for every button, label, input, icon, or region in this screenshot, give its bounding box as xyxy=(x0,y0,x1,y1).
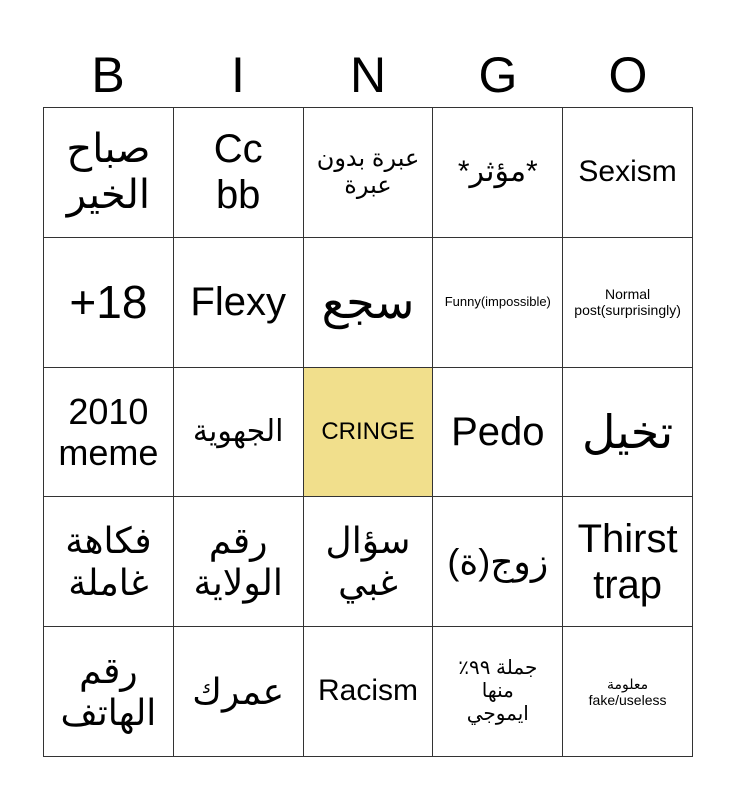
cell-text: Pedo xyxy=(451,409,545,454)
header-letter-i: I xyxy=(231,47,245,103)
bingo-cell-r1-c3[interactable] xyxy=(433,238,563,368)
header-letter-b: B xyxy=(91,47,125,103)
cell-text: جملة ٩٩٪ منها ايموجي xyxy=(458,657,538,726)
bingo-cell-r3-c4[interactable] xyxy=(563,497,693,627)
bingo-board xyxy=(43,107,693,757)
cell-text: Funny(impossible) xyxy=(444,293,551,309)
bingo-cell-r2-c1[interactable] xyxy=(174,368,304,498)
cell-text: CRINGE xyxy=(321,418,415,446)
bingo-cell-r3-c1[interactable] xyxy=(174,497,304,627)
header-letter-o: O xyxy=(608,47,648,103)
cell-text: Flexy xyxy=(190,280,286,325)
cell-text: رقم الولاية xyxy=(193,520,283,603)
bingo-cell-r4-c0[interactable] xyxy=(44,627,174,757)
bingo-cell-r3-c2[interactable] xyxy=(304,497,434,627)
cell-text: زوج(ة) xyxy=(447,541,549,583)
bingo-cell-r0-c4[interactable] xyxy=(563,108,693,238)
cell-text: Racism xyxy=(317,674,418,708)
cell-text: صباح الخير xyxy=(66,127,151,218)
bingo-cell-r2-c3[interactable] xyxy=(433,368,563,498)
bingo-cell-r0-c2[interactable] xyxy=(304,108,434,238)
cell-text: +18 xyxy=(69,275,148,328)
bingo-cell-r0-c3[interactable] xyxy=(433,108,563,238)
cell-text: Sexism xyxy=(578,155,677,189)
cell-text: *مؤثر* xyxy=(457,155,538,189)
bingo-cell-r2-c0[interactable] xyxy=(44,368,174,498)
bingo-cell-r1-c0[interactable] xyxy=(44,238,174,368)
header-letter-n: N xyxy=(349,47,387,103)
bingo-cell-r1-c1[interactable] xyxy=(174,238,304,368)
bingo-cell-r0-c0[interactable] xyxy=(44,108,174,238)
bingo-header xyxy=(43,42,693,108)
bingo-cell-r2-c4[interactable] xyxy=(563,368,693,498)
bingo-cell-r4-c2[interactable] xyxy=(304,627,434,757)
bingo-cell-r4-c3[interactable] xyxy=(433,627,563,757)
cell-text: Thirst trap xyxy=(577,516,678,607)
bingo-cell-r3-c0[interactable] xyxy=(44,497,174,627)
cell-text: رقم الهاتف xyxy=(60,650,157,733)
bingo-cell-r1-c2[interactable] xyxy=(304,238,434,368)
cell-text: سؤال غبي xyxy=(325,520,411,603)
cell-text: 2010 meme xyxy=(58,390,159,473)
cell-text: معلومة fake/useless xyxy=(588,675,667,708)
bingo-free-cell[interactable] xyxy=(304,368,434,498)
bingo-cell-r1-c4[interactable] xyxy=(563,238,693,368)
cell-text: عمرك xyxy=(192,670,285,712)
cell-text: Normal post(surprisingly) xyxy=(574,286,681,319)
cell-text: عبرة بدون عبرة xyxy=(316,144,420,200)
cell-text: الجهوية xyxy=(192,414,284,448)
cell-text: فكاهة غاملة xyxy=(65,520,152,603)
bingo-cell-r4-c1[interactable] xyxy=(174,627,304,757)
cell-text: تخيل xyxy=(581,405,674,458)
bingo-cell-r4-c4[interactable] xyxy=(563,627,693,757)
bingo-cell-r3-c3[interactable] xyxy=(433,497,563,627)
header-letter-g: G xyxy=(478,47,518,103)
cell-text: Cc bb xyxy=(213,127,263,218)
bingo-cell-r0-c1[interactable] xyxy=(174,108,304,238)
cell-text: سجع xyxy=(321,275,415,328)
